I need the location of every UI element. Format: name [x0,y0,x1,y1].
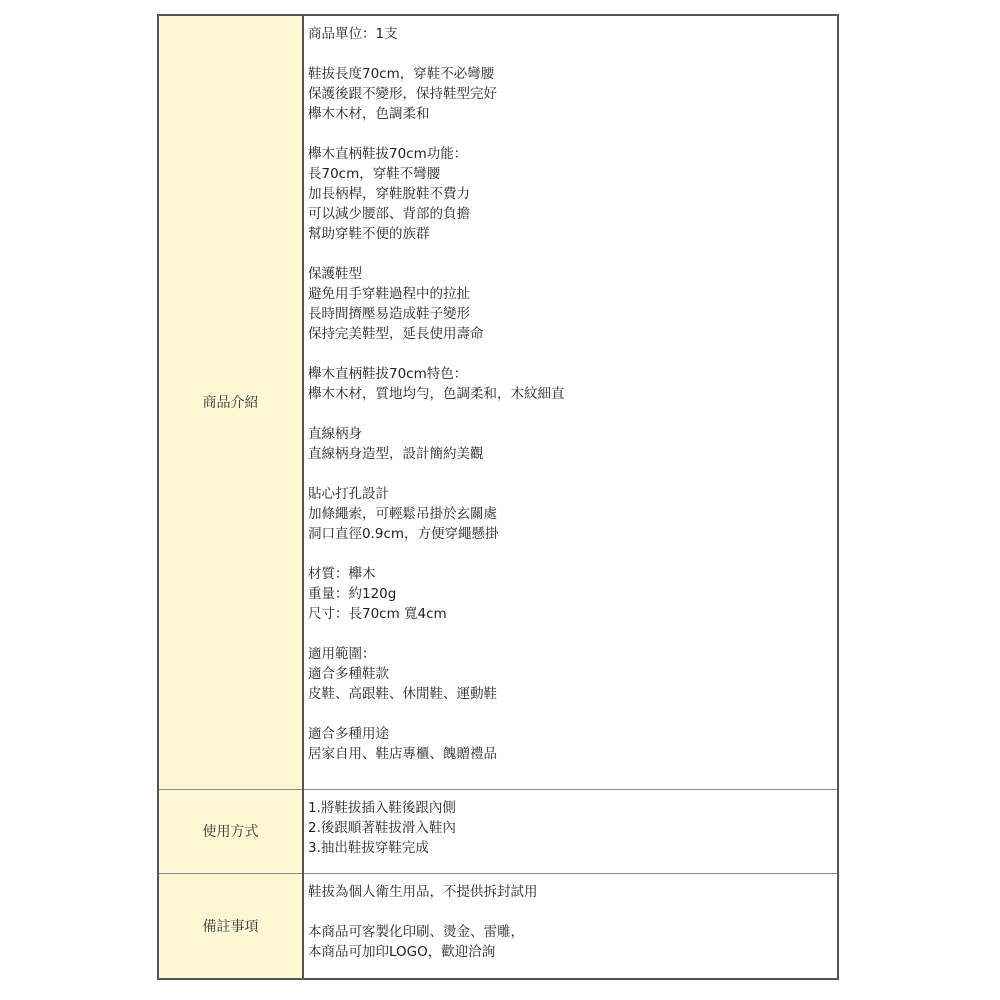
intro-paragraph [308,24,837,44]
intro-text-line: 加長柄桿，穿鞋脫鞋不費力 [308,186,470,202]
intro-paragraph [308,484,837,544]
usage-text-line: 3.抽出鞋拔穿鞋完成 [308,839,429,856]
intro-text-line: 適用範圍： [308,646,376,662]
intro-paragraph [308,64,837,124]
intro-text-line: 幫助穿鞋不便的族群 [308,226,430,242]
notes-paragraph [308,882,837,902]
intro-text-line: 櫸木木材，質地均勻，色調柔和，木紋細直 [308,386,565,402]
intro-text-line: 洞口直徑0.9cm，方便穿繩懸掛 [308,526,499,542]
usage-paragraph [308,798,837,858]
intro-text-line: 避免用手穿鞋過程中的拉扯 [308,286,470,302]
notes-row [158,873,838,979]
usage-row [158,789,838,873]
notes-text-line: 本商品可客製化印刷、燙金、雷雕， [308,923,524,940]
intro-paragraph [308,264,837,344]
intro-paragraph [308,364,837,404]
product-spec-table [157,14,839,980]
intro-text-line: 保持完美鞋型，延長使用壽命 [308,326,484,342]
intro-label: 商品介紹 [158,15,303,789]
intro-text-line: 直線柄身造型，設計簡約美觀 [308,446,484,462]
intro-text-line: 直線柄身 [308,426,362,442]
intro-text-line: 可以減少腰部、背部的負擔 [308,206,470,222]
intro-paragraph [308,424,837,464]
intro-text-line: 櫸木木材，色調柔和 [308,106,430,122]
usage-text-line: 1.將鞋拔插入鞋後跟內側 [308,799,456,816]
intro-paragraph [308,644,837,704]
intro-text-line: 鞋拔長度70cm，穿鞋不必彎腰 [308,66,495,82]
intro-paragraph [308,724,837,764]
usage-label: 使用方式 [158,789,303,873]
intro-text-line: 商品單位：1支 [308,26,398,42]
intro-text-line: 居家自用、鞋店專櫃、餽贈禮品 [308,746,497,762]
notes-content [303,873,838,979]
intro-text-line: 櫸木直柄鞋拔70cm特色： [308,366,468,382]
intro-text-line: 尺寸：長70cm 寬4cm [308,606,447,622]
intro-text-line: 適合多種用途 [308,726,389,742]
intro-text-line: 貼心打孔設計 [308,486,389,502]
notes-text-line: 本商品可加印LOGO，歡迎洽詢 [308,943,496,960]
notes-paragraph [308,922,837,962]
intro-text-line: 長時間擠壓易造成鞋子變形 [308,306,470,322]
intro-content [303,15,838,789]
intro-text-line: 適合多種鞋款 [308,666,389,682]
intro-text-line: 保護後跟不變形，保持鞋型完好 [308,86,497,102]
usage-content [303,789,838,873]
usage-text-line: 2.後跟順著鞋拔滑入鞋內 [308,819,456,836]
intro-paragraph [308,144,837,244]
notes-label: 備註事項 [158,873,303,979]
intro-text-line: 長70cm，穿鞋不彎腰 [308,166,441,182]
intro-row [158,15,838,789]
notes-text-line: 鞋拔為個人衛生用品，不提供拆封試用 [308,883,538,900]
intro-text-line: 皮鞋、高跟鞋、休閒鞋、運動鞋 [308,686,497,702]
intro-text-line: 材質：櫸木 [308,566,376,582]
intro-text-line: 重量：約120g [308,586,397,602]
intro-text-line: 加條繩索，可輕鬆吊掛於玄關處 [308,506,497,522]
intro-text-line: 保護鞋型 [308,266,362,282]
intro-paragraph [308,564,837,624]
intro-text-line: 櫸木直柄鞋拔70cm功能： [308,146,468,162]
